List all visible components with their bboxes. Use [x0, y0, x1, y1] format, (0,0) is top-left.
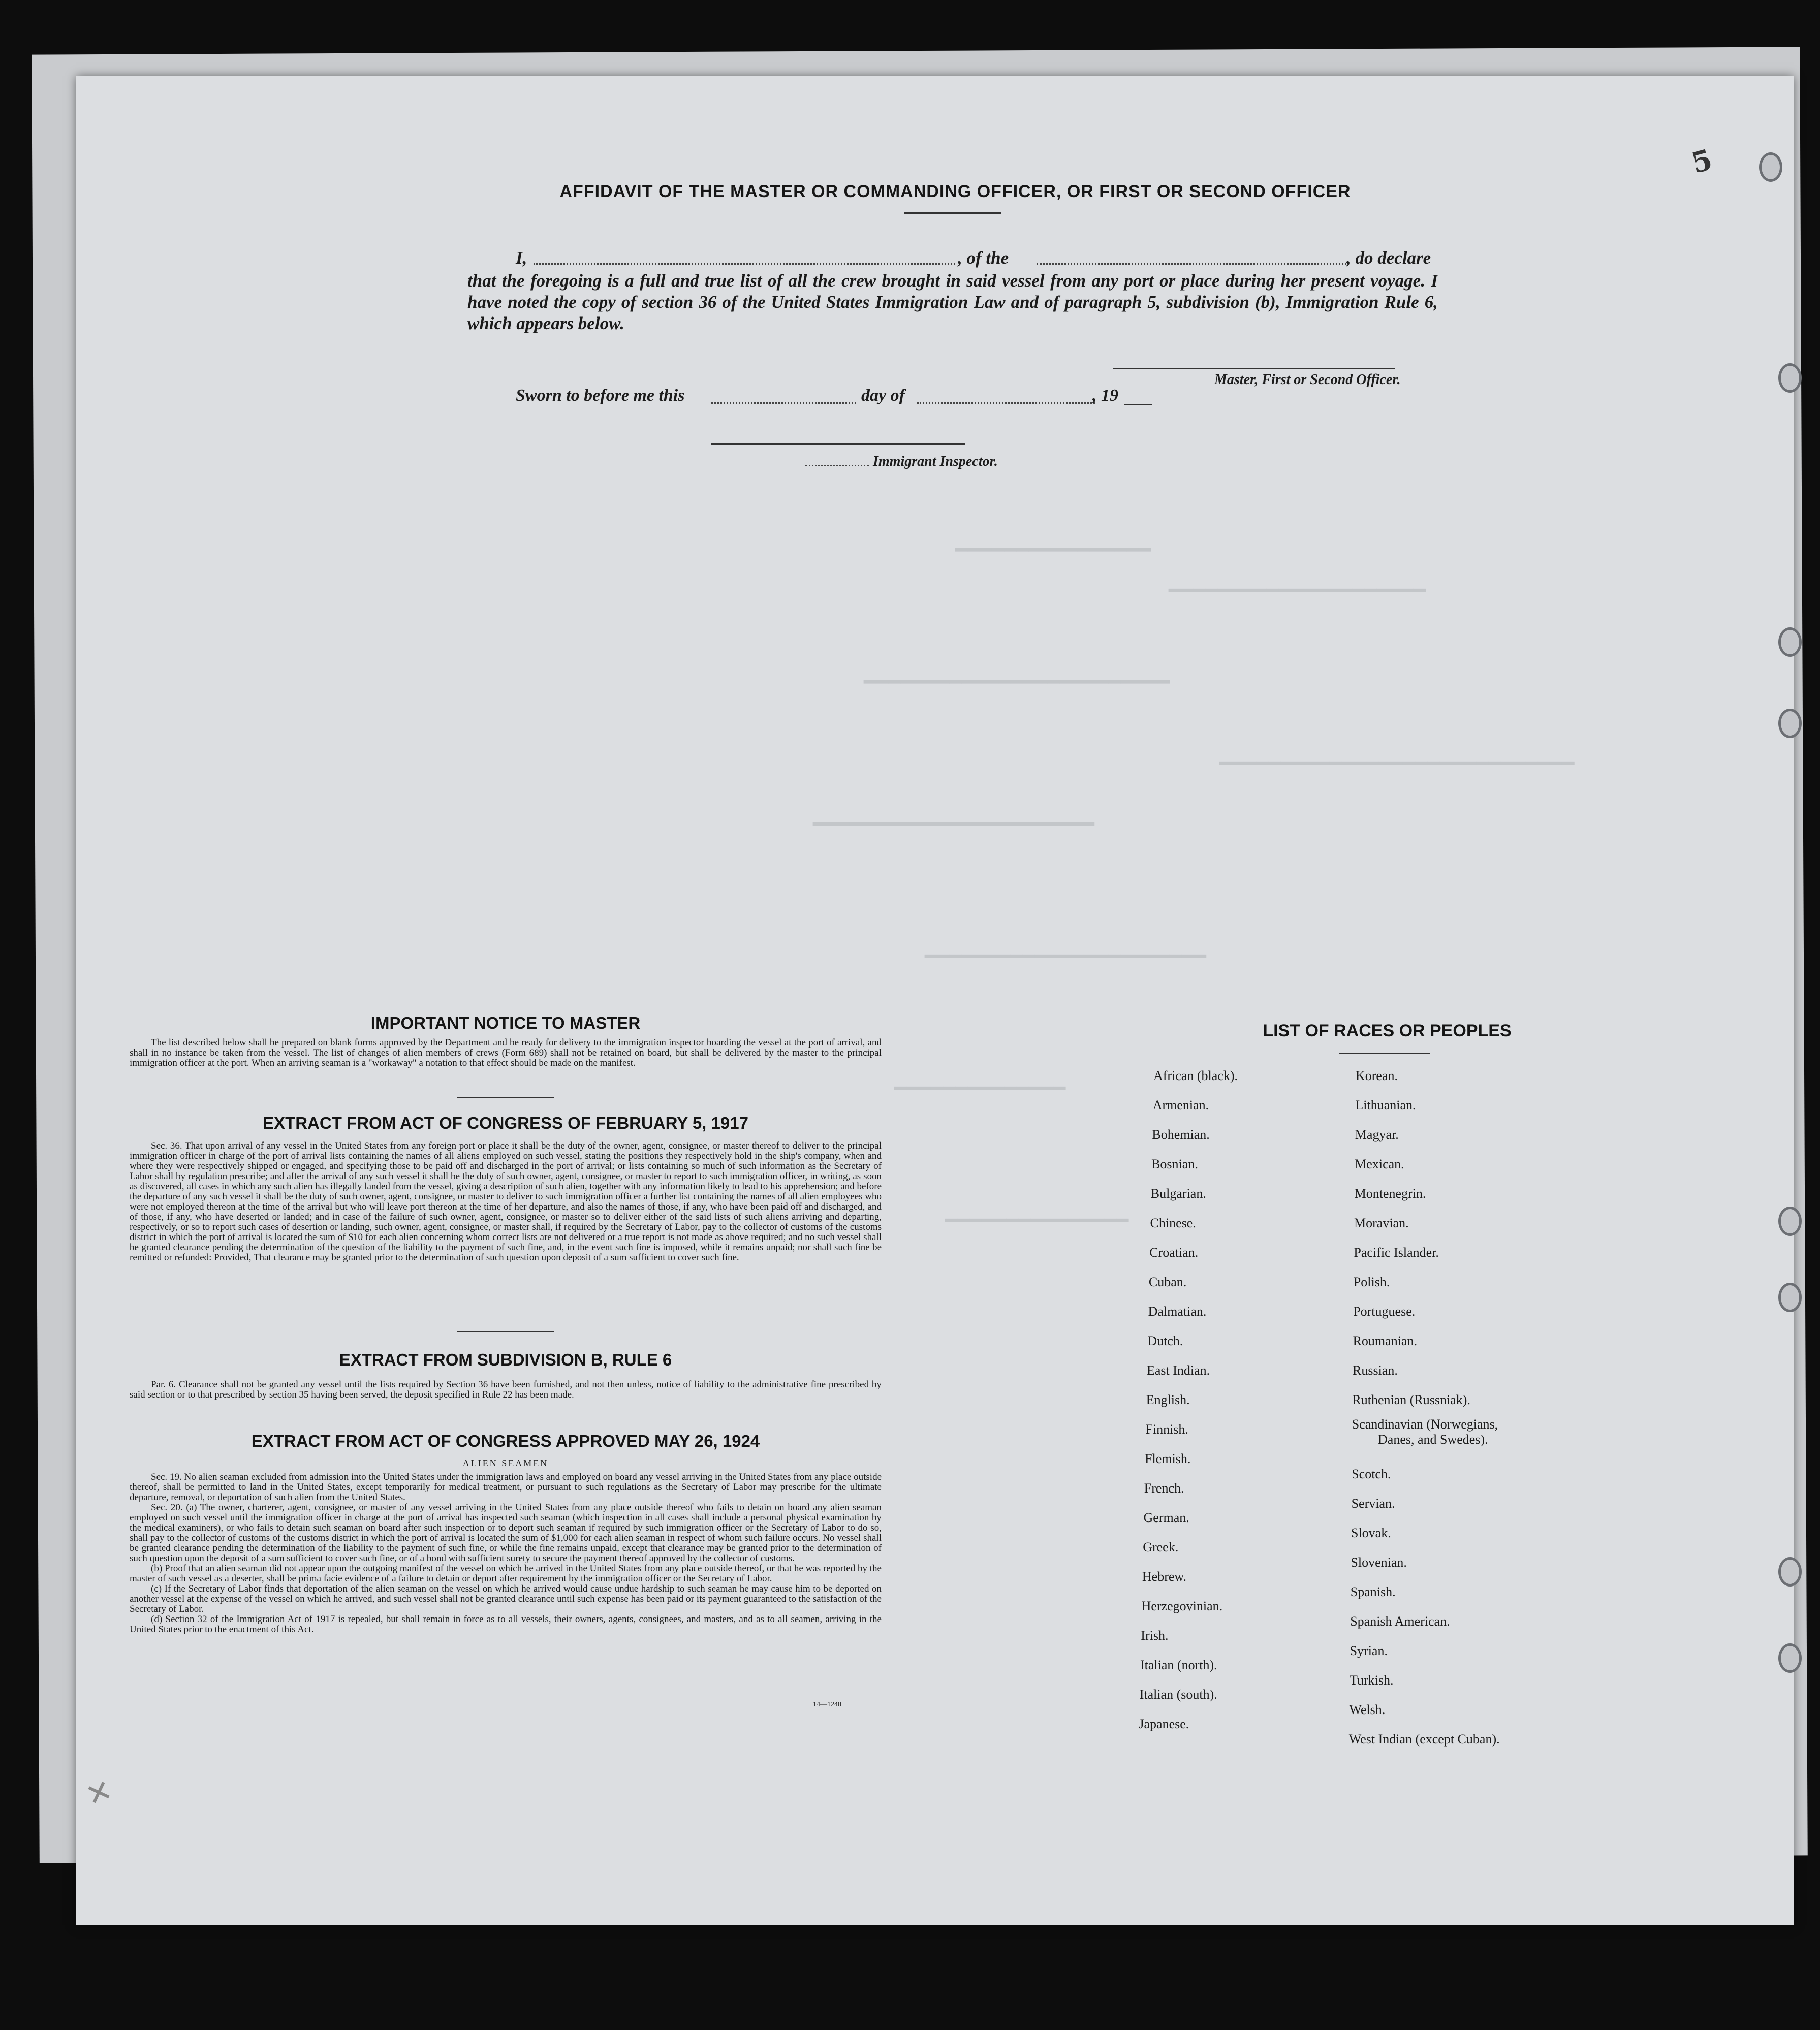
race-item: German. — [1143, 1510, 1189, 1525]
declare-label: , do declare — [1346, 248, 1431, 268]
rule6-title: EXTRACT FROM SUBDIVISION B, RULE 6 — [339, 1350, 672, 1369]
alien-seamen-subtitle: ALIEN SEAMEN — [462, 1458, 549, 1468]
extract-1917-rule — [457, 1331, 554, 1332]
race-item: Turkish. — [1350, 1673, 1394, 1688]
pencil-mark: ✕ — [81, 1772, 117, 1815]
punch-hole — [1778, 709, 1802, 738]
race-item: Armenian. — [1152, 1098, 1209, 1113]
races-title: LIST OF RACES OR PEOPLES — [1263, 1021, 1512, 1040]
punch-hole — [1759, 152, 1782, 182]
vessel-blank — [1037, 263, 1346, 265]
race-item: Chinese. — [1150, 1216, 1196, 1230]
sec20d-paragraph: (d) Section 32 of the Immigration Act of 1917 is repealed, but shall remain in force as to all vessels, their owners, agents, consignees, and masters, and as to all seamen, arriving in the United States prior to the enactment of this Act. — [130, 1614, 882, 1635]
race-item: Herzegovinian. — [1141, 1599, 1223, 1613]
sworn-label: Sworn to before me this — [516, 386, 685, 405]
race-item: Slovenian. — [1351, 1555, 1407, 1570]
master-signature-label: Master, First or Second Officer. — [1214, 372, 1401, 388]
races-rule — [1339, 1053, 1430, 1054]
race-item: French. — [1144, 1481, 1184, 1496]
punch-hole — [1778, 1207, 1802, 1236]
punch-hole — [1778, 627, 1802, 657]
year-label: , 19 — [1092, 386, 1118, 405]
race-item: African (black). — [1153, 1068, 1238, 1083]
sworn-month-blank — [917, 402, 1095, 404]
affidavit-body: that the foregoing is a full and true list of all the crew brought in said vessel from any port or place during her present voyage. I have noted the copy of section 36 of the United States Immigration Law and of paragraph 5, subdivision (b), Immigration Rule 6, which appears below. — [467, 271, 1438, 333]
race-item: Croatian. — [1149, 1245, 1199, 1260]
race-item: East Indian. — [1147, 1363, 1210, 1378]
race-item: Bosnian. — [1151, 1157, 1198, 1171]
race-item: Korean. — [1356, 1068, 1398, 1083]
notice-paragraph: The list described below shall be prepared on blank forms approved by the Department and be ready for delivery to the immigration inspector boarding the vessel at the port of arrival, and shall in no instance be taken from the vessel. The list of changes of alien members of crews (Form 689) shall not be retained on board, but shall be delivered by the master to the principal immigration officer at the port. When an arriving seaman is a "workaway" a notation to that effect should be made on the manifest. — [130, 1037, 882, 1068]
notice-title: IMPORTANT NOTICE TO MASTER — [370, 1013, 641, 1032]
race-item: Mexican. — [1355, 1157, 1404, 1171]
form-number: 14—1240 — [813, 1701, 841, 1708]
document-sheet — [76, 76, 1794, 1925]
sec20b-paragraph: (b) Proof that an alien seaman did not appear upon the outgoing manifest of the vessel on which he arrived in the United States from any place outside thereof, or that he was reported by the master of such vessel as a deserter, shall be prima facie evidence of a failure to detain or deport after requirement by the immigration officer or the Secretary of Labor. — [130, 1563, 882, 1584]
race-item: Portuguese. — [1353, 1304, 1416, 1319]
extract-1924-title: EXTRACT FROM ACT OF CONGRESS APPROVED MAY 26, 1924 — [251, 1432, 760, 1450]
inspector-label: Immigrant Inspector. — [873, 454, 998, 469]
race-item: Welsh. — [1349, 1702, 1386, 1717]
race-item: Slovak. — [1351, 1526, 1391, 1540]
race-item: Scotch. — [1352, 1467, 1391, 1481]
sec19-paragraph: Sec. 19. No alien seaman excluded from admission into the United States under the immigration laws and employed on board any vessel arriving in the United States from any place outside thereof, shall be permitted to land in the United States, except temporarily for medical treatment, or pursuant to such regulations as the Secretary of Labor may prescribe for the ultimate departure, removal, or deportation of such alien from the United States. — [130, 1472, 882, 1503]
sec20c-paragraph: (c) If the Secretary of Labor finds that deportation of the alien seaman on the vessel on which he arrived would cause undue hardship to such seaman he may cause him to be deported on another vessel at the expense of the vessel on which he arrived, and such vessel shall not be granted clearance until such expense has been paid or its payment guaranteed to the satisfaction of the Secretary of Labor. — [130, 1583, 882, 1614]
race-item: Scandinavian (Norwegians, — [1352, 1417, 1498, 1432]
punch-hole — [1778, 1643, 1802, 1673]
inspector-dots — [805, 465, 869, 466]
race-item: Greek. — [1143, 1540, 1179, 1555]
i-label: I, — [516, 248, 527, 268]
rule6-text — [130, 1380, 882, 1400]
race-item: Magyar. — [1355, 1127, 1399, 1142]
race-item: Ruthenian (Russniak). — [1352, 1392, 1470, 1407]
race-item: Dutch. — [1147, 1334, 1183, 1348]
affidavit-title: AFFIDAVIT OF THE MASTER OR COMMANDING OFFICER, OR FIRST OR SECOND OFFICER — [559, 182, 1351, 201]
punch-hole — [1778, 1557, 1802, 1587]
race-item: Pacific Islander. — [1354, 1245, 1439, 1260]
race-item: Italian (north). — [1140, 1658, 1217, 1672]
race-item: English. — [1146, 1392, 1190, 1407]
punch-hole — [1778, 363, 1802, 393]
race-item: Polish. — [1353, 1275, 1390, 1289]
extract-1917-title: EXTRACT FROM ACT OF CONGRESS OF FEBRUARY 5, 1917 — [263, 1114, 748, 1132]
race-item: Dalmatian. — [1148, 1304, 1207, 1319]
race-item: Spanish American. — [1350, 1614, 1450, 1629]
sec20a-paragraph: Sec. 20. (a) The owner, charterer, agent, consignee, or master of any vessel arriving in the United States from any place outside thereof who fails to detain on board any alien seaman employed on such vessel until the immigration officer in charge at the port of arrival has inspected such seaman (which inspection in all cases shall include a personal physical examination by the medical examiners), or who fails to detain such seaman on board after such inspection or to deport such seaman if required by such immigration officer or the Secretary of Labor to do so, shall pay to the collector of customs of the customs district in which the port of arrival is located the sum of $1,000 for each alien seaman in respect of whom such failure occurs. No vessel shall be granted clearance pending the determination of the liability to the payment of such fine, or while the fine remains unpaid, except that clearance may be granted prior to the determination of such question upon the deposit of a sum sufficient to cover such fine, or of a bond with sufficient surety to secure the payment thereof approved by the collector of customs. — [130, 1502, 882, 1564]
race-item: Roumanian. — [1353, 1334, 1417, 1348]
race-item: Danes, and Swedes). — [1378, 1432, 1488, 1447]
name-blank — [534, 263, 955, 265]
year-blank — [1124, 404, 1152, 405]
master-signature-line — [1113, 368, 1395, 369]
race-item: West Indian (except Cuban). — [1348, 1732, 1500, 1747]
day-of-label: day of — [861, 386, 905, 405]
race-item: Russian. — [1353, 1363, 1398, 1378]
race-item: Irish. — [1141, 1628, 1169, 1643]
race-item: Syrian. — [1350, 1643, 1388, 1658]
race-item: Spanish. — [1350, 1584, 1396, 1599]
rule6-paragraph: Par. 6. Clearance shall not be granted any vessel until the lists required by Section 36 have been furnished, and not then unless, notice of liability to the administrative fine prescribed by said section or to that prescribed by section 35 having been served, the deposit specified in Rule 22 has been made. — [130, 1379, 882, 1400]
race-item: Flemish. — [1145, 1451, 1191, 1466]
page-number-stamp: 5 — [1688, 143, 1716, 180]
race-item: Bulgarian. — [1150, 1186, 1206, 1201]
title-rule — [904, 212, 1001, 214]
notice-rule — [457, 1097, 554, 1098]
extract-1917-text — [130, 1141, 882, 1263]
race-item: Lithuanian. — [1355, 1098, 1416, 1113]
race-item: Cuban. — [1148, 1275, 1187, 1289]
race-item: Moravian. — [1354, 1216, 1409, 1230]
race-item: Italian (south). — [1139, 1687, 1217, 1702]
race-item: Bohemian. — [1152, 1127, 1210, 1142]
race-item: Finnish. — [1145, 1422, 1188, 1437]
race-item: Hebrew. — [1142, 1569, 1186, 1584]
inspector-signature-line — [711, 443, 965, 445]
notice-text — [130, 1038, 882, 1068]
race-item: Japanese. — [1139, 1717, 1189, 1731]
race-item: Montenegrin. — [1354, 1186, 1426, 1201]
extract-1917-paragraph: Sec. 36. That upon arrival of any vessel in the United States from any foreign port or place it shall be the duty of the owner, agent, consignee, or master thereof to deliver to the principal immigration officer in charge of the port of arrival lists containing the names of all aliens employed on such vessel, stating the positions they respectively hold in the ship's company, when and where they were respectively shipped or engaged, and specifying those to be paid off and discharged in the port of arrival; or lists containing so much of such information as the Secretary of Labor shall by regulation prescribe; and after the arrival of any such vessel it shall be the duty of such owner, agent, consignee, or master to report to such immigration officer, in writing, as soon as discovered, all cases in which any such alien has illegally landed from the vessel, giving a description of such alien, together with any information likely to lead to his apprehension; and before the departure of any such vessel it shall be the duty of such owner, agent, consignee, or master to deliver to such immigration officer a further list containing the names of all alien employees who were not employed thereon at the time of the arrival but who will leave port thereon at the time of her departure, and also the names of those, if any, who have been paid off and discharged, and of those, if any, who have deserted or landed; and in case of the failure of such owner, agent, consignee, or master so to deliver either of the said lists of such aliens arriving and departing, respectively, or so to report such cases of desertion or landing, such owner, agent, consignee, or master shall, if required by the Secretary of Labor, pay to the collector of customs of the customs district in which the port of arrival is located the sum of $10 for each alien concerning whom correct lists are not delivered or a true report is not made as above required; and no such vessel shall be granted clearance pending the determination of the question of the liability to the payment of such fine, and, in the event such fine is imposed, while it remains unpaid; nor shall such fine be remitted or refunded: Provided, That clearance may be granted prior to the determination of such question upon deposit of a sum sufficient to cover such fine. — [130, 1140, 882, 1263]
extract-1924-text — [130, 1472, 882, 1635]
punch-hole — [1778, 1283, 1802, 1312]
of-the-label: , of the — [958, 248, 1009, 268]
sworn-day-blank — [711, 402, 856, 404]
race-item: Servian. — [1351, 1496, 1395, 1511]
